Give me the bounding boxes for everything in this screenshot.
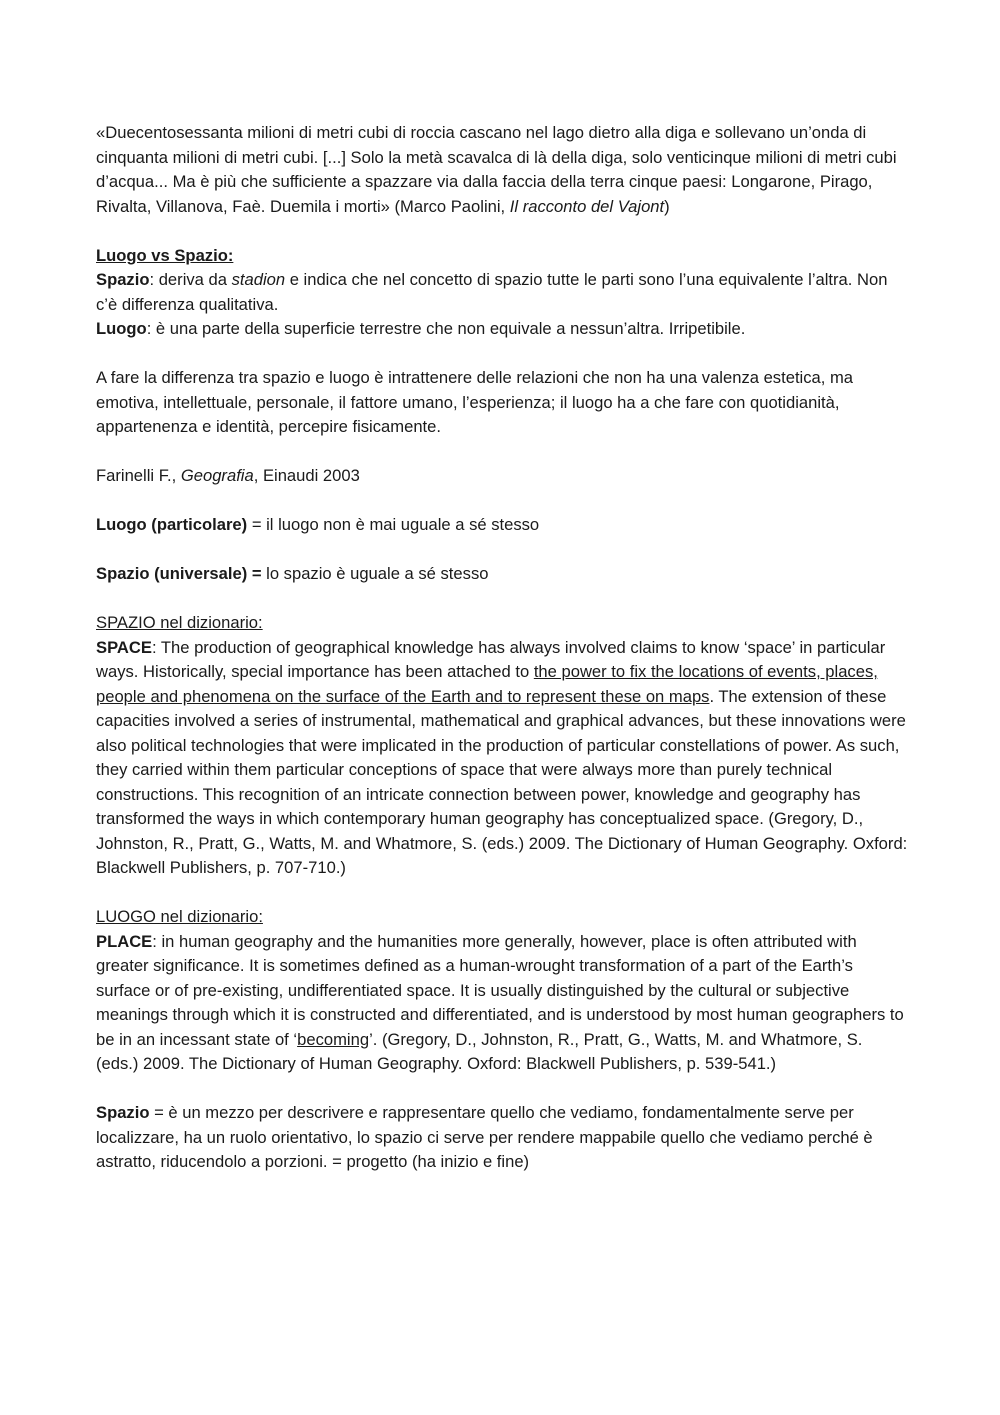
- spacer: [96, 342, 908, 367]
- underlined-phrase: the power to fix the locations of events, places, people and phenomena on the surface of the Earth and to represent these on maps: [96, 662, 878, 706]
- spazio-universale-line: Spazio (universale) = lo spazio è uguale a sé stesso: [96, 564, 489, 583]
- spacer: [96, 881, 908, 906]
- difference-paragraph: A fare la differenza tra spazio e luogo è intrattenere delle relazioni che non ha una valenza estetica, ma emotiva, intellettuale, personale, il fattore umano, l’esperienza; il luogo ha a che fare con quotidianità, appartenenza e identità, percepire fisicamente.: [96, 368, 854, 436]
- spacer: [96, 219, 908, 244]
- space-dictionary-entry: SPACE: The production of geographical knowledge has always involved claims to know ‘space’ in particular ways. Historically, special importance has been attached to the power to fix the locations of events, places, people and phenomena on the surface of the Earth and to represent these on maps. The extension of these capacities involved a series of instrumental, mathematical and graphical advances, but these innovations were also political technologies that were implicated in the production of particular constellations of power. As such, they carried within them particular conceptions of space that were always more than purely technical constructions. This recognition of an intricate connection between power, knowledge and geography has transformed the ways in which contemporary human geography has conceptualized space. (Gregory, D., Johnston, R., Pratt, G., Watts, M. and Whatmore, S. (eds.) 2009. The Dictionary of Human Geography. Oxford: Blackwell Publishers, p. 707-710.): [96, 637, 908, 877]
- spacer: [96, 1077, 908, 1102]
- document-page: [96, 121, 908, 1175]
- section-heading-spazio-dizionario: SPAZIO nel dizionario:: [96, 613, 263, 632]
- luogo-particolare-line: Luogo (particolare) = il luogo non è mai uguale a sé stesso: [96, 515, 540, 534]
- quote-source-title: Il racconto del Vajont: [509, 196, 665, 216]
- spacer: [96, 587, 908, 612]
- spazio-definition: Spazio: deriva da stadion e indica che nel concetto di spazio tutte le parti sono l’una equivalente l’altra. Non c’è differenza qualitativa.: [96, 270, 888, 314]
- spacer: [96, 440, 908, 465]
- place-dictionary-entry: PLACE: in human geography and the humanities more generally, however, place is often attributed with greater significance. It is sometimes defined as a human-wrought transformation of a part of the Earth’s surface or of pre-existing, undifferentiated space. It is usually distinguished by the cultural or subjective meanings through which it is constructed and differentiated, and is understood by most human geographers to be in an incessant state of ‘becoming’. (Gregory, D., Johnston, R., Pratt, G., Watts, M. and Whatmore, S. (eds.) 2009. The Dictionary of Human Geography. Oxford: Blackwell Publishers, p. 539-541.): [96, 931, 904, 1073]
- bibliographic-reference: Farinelli F., Geografia, Einaudi 2003: [96, 466, 360, 485]
- spacer: [96, 538, 908, 563]
- section-heading-luogo-dizionario: LUOGO nel dizionario:: [96, 907, 263, 926]
- underlined-word: becoming: [297, 1029, 370, 1049]
- spacer: [96, 489, 908, 514]
- vajont-quote: «Duecentosessanta milioni di metri cubi di roccia cascano nel lago dietro alla diga e sollevano un’onda di cinquanta milioni di metri cubi. [...] Solo la metà scavalca di là della diga, solo venticinque milioni di metri cubi d’acqua... Ma è più che sufficiente a spazzare via dalla faccia della terra cinque paesi: Longarone, Pirago, Rivalta, Villanova, Faè. Duemila i morti» (Marco Paolini, Il racconto del Vajont): [96, 123, 897, 216]
- spazio-final-definition: Spazio = è un mezzo per descrivere e rappresentare quello che vediamo, fondamentalmente serve per localizzare, ha un ruolo orientativo, lo spazio ci serve per rendere mappabile quello che vediamo perché è astratto, riducendolo a porzioni. = progetto (ha inizio e fine): [96, 1103, 873, 1171]
- luogo-definition: Luogo: è una parte della superficie terrestre che non equivale a nessun’altra. Irripetibile.: [96, 319, 746, 338]
- section-heading-luogo-vs-spazio: Luogo vs Spazio:: [96, 245, 234, 265]
